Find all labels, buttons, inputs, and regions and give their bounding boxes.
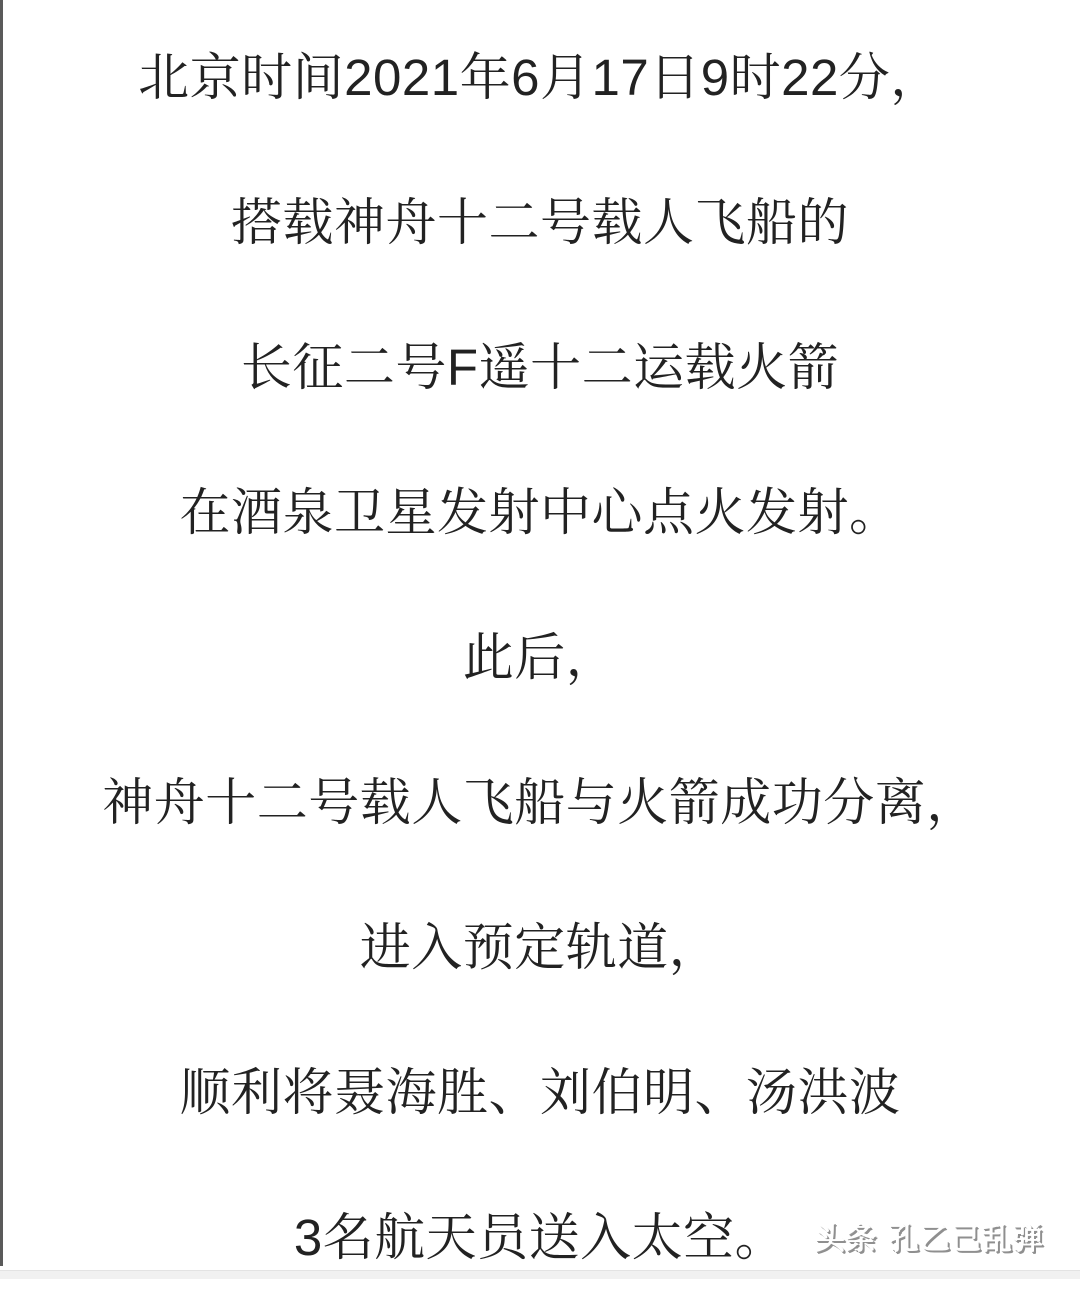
text-line: 此后， xyxy=(462,628,618,686)
text-line: 北京时间2021年6月17日9时22分， xyxy=(138,48,942,106)
text-line: 在酒泉卫星发射中心点火发射。 xyxy=(179,483,901,541)
text-line: 搭载神舟十二号载人飞船的 xyxy=(230,193,849,251)
text-line: 长征二号F遥十二运载火箭 xyxy=(240,338,840,396)
text-line: 3名航天员送入太空。 xyxy=(293,1208,787,1266)
bottom-strip-divider xyxy=(0,1270,1080,1279)
watermark-author-label: 孔乙己乱弹 xyxy=(889,1223,1044,1256)
text-line: 神舟十二号载人飞船与火箭成功分离， xyxy=(102,773,978,831)
watermark xyxy=(815,1214,1044,1258)
text-line: 进入预定轨道， xyxy=(359,918,721,976)
text-line: 顺利将聂海胜、刘伯明、汤洪波 xyxy=(179,1063,901,1121)
watermark-platform-label: 头条 xyxy=(815,1223,877,1256)
